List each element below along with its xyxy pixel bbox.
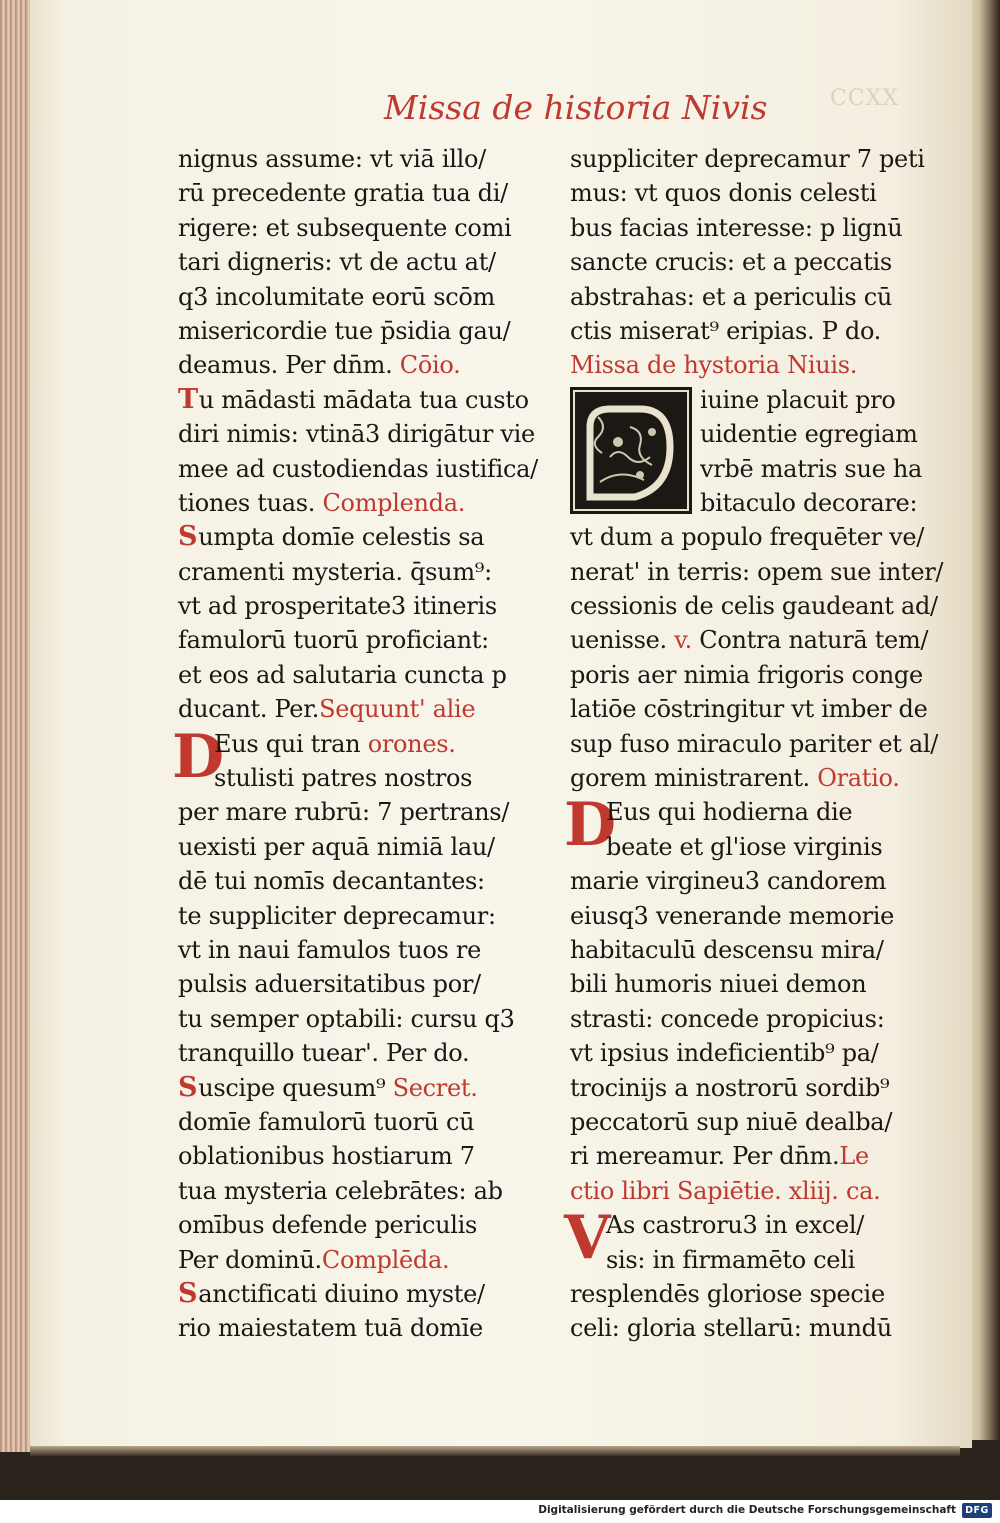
- versicle-mark: v.: [674, 626, 692, 655]
- text-segment: uenisse.: [570, 626, 667, 655]
- text-line: strasti: concede propicius:: [570, 1004, 885, 1033]
- deus-paragraph: [172, 721, 518, 796]
- text-line: nerat' in terris: opem sue inter/: [570, 557, 944, 586]
- red-initial: S: [178, 1071, 198, 1103]
- text-line: sis: in firmamēto celi: [606, 1245, 855, 1274]
- red-initial: T: [178, 383, 198, 415]
- text-segment: anctificati diuino myste/: [198, 1279, 485, 1308]
- text-line: [178, 520, 518, 554]
- rubric-oratio: Oratio.: [817, 764, 900, 793]
- text-line: [178, 727, 518, 761]
- text-line: pulsis aduersitatibus por/: [178, 970, 481, 999]
- text-line: ctis miserat⁹ eripias. P do.: [570, 316, 882, 345]
- text-line: vt dum a populo frequēter ve/: [570, 523, 925, 552]
- text-line: iuine placuit pro: [700, 385, 896, 414]
- text-line: bili humoris niuei demon: [570, 970, 867, 999]
- rubric-orationes: orones.: [367, 729, 456, 758]
- text-line: Eus qui hodierna die: [606, 798, 853, 827]
- text-line: eiusq3 venerande memorie: [570, 901, 895, 930]
- text-line: diri nimis: vtinā3 dirigātur vie: [178, 420, 535, 449]
- red-large-initial: V: [564, 1203, 611, 1274]
- text-segment: Per dominū.: [178, 1245, 322, 1274]
- text-line: mus: vt quos donis celesti: [570, 179, 877, 208]
- text-segment: deamus. Per dn̄m.: [178, 351, 393, 380]
- page-shadow: [30, 1446, 960, 1456]
- text-line: peccatorū sup niuē dealba/: [570, 1107, 893, 1136]
- text-line: misericordie tue p̄sidia gau/: [178, 316, 511, 345]
- text-segment: ri mereamur. Per dn̄m.: [570, 1142, 840, 1171]
- woodcut-initial: [570, 387, 692, 514]
- text-line: uexisti per aquā nimiā lau/: [178, 832, 495, 861]
- text-line: tari digneris: vt de actu at/: [178, 248, 496, 277]
- red-large-initial: D: [172, 721, 225, 792]
- text-line: celi: gloria stellarū: mundū: [570, 1314, 892, 1343]
- text-line: [178, 692, 518, 726]
- text-line: beate et gl'iose virginis: [606, 832, 883, 861]
- woodcut-illustration: [570, 387, 692, 514]
- text-line: [570, 1139, 915, 1173]
- text-line: suppliciter deprecamur 7 peti: [570, 145, 925, 173]
- text-line: abstrahas: et a periculis cū: [570, 282, 893, 311]
- text-line: oblationibus hostiarum 7: [178, 1142, 475, 1171]
- text-line: vt ipsius indeficientib⁹ pa/: [570, 1039, 879, 1068]
- running-title: Missa de historia Nivis: [384, 88, 768, 127]
- text-line: te suppliciter deprecamur:: [178, 901, 496, 930]
- text-line: stulisti patres nostros: [214, 764, 473, 793]
- text-line: mee ad custodiendas iustifica/: [178, 454, 538, 483]
- text-line: resplendēs gloriose specie: [570, 1279, 885, 1308]
- text-line: et eos ad salutaria cuncta p: [178, 660, 507, 689]
- text-line: bitaculo decorare:: [700, 488, 918, 517]
- text-line: trocinijs a nostrorū sordib⁹: [570, 1073, 890, 1102]
- text-line: [178, 383, 529, 417]
- rubric-lectio-start: Le: [839, 1142, 869, 1171]
- text-segment: gorem ministrarent.: [570, 764, 810, 793]
- text-line: tu semper optabili: cursu q3: [178, 1004, 515, 1033]
- text-line: cessionis de celis gaudeant ad/: [570, 592, 938, 621]
- text-line: omībus defende periculis: [178, 1211, 478, 1240]
- text-line: poris aer nimia frigoris conge: [570, 660, 923, 689]
- text-line: marie virgineu3 candorem: [570, 867, 887, 896]
- text-line: [570, 623, 929, 657]
- text-line: [178, 1071, 518, 1105]
- text-segment: ducant. Per.: [178, 695, 320, 724]
- text-line: [570, 761, 915, 795]
- dfg-logo: DFG: [962, 1503, 992, 1518]
- text-line: [178, 486, 518, 520]
- red-large-initial: D: [564, 790, 617, 861]
- text-line: domīe famulorū tuorū cū: [178, 1107, 475, 1136]
- text-line: tua mysteria celebrātes: ab: [178, 1176, 503, 1205]
- text-segment: Contra naturā tem/: [699, 626, 929, 655]
- text-segment: uscipe quesum⁹: [198, 1073, 386, 1102]
- text-line: tranquillo tuear'. Per do.: [178, 1039, 470, 1068]
- text-line: sup fuso miraculo pariter et al/: [570, 729, 939, 758]
- rubric-communio: Cōio.: [399, 351, 461, 380]
- rubric-sequuntur: Sequunt' alie: [319, 695, 476, 724]
- vas-paragraph: [564, 1203, 915, 1277]
- rubric-secreta: Secret.: [392, 1073, 478, 1102]
- text-line: per mare rubrū: 7 pertrans/: [178, 798, 510, 827]
- text-line: [178, 1277, 518, 1311]
- text-line: rio maiestatem tuā domīe: [178, 1314, 483, 1343]
- woodcut-paragraph: [570, 383, 923, 521]
- text-line: vrbē matris sue ha: [700, 454, 923, 483]
- text-line: [178, 1243, 518, 1277]
- text-line: vt in naui famulos tuos re: [178, 935, 481, 964]
- text-line: latiōe cōstringitur vt imber de: [570, 695, 928, 724]
- text-segment: u mādasti mādata tua custo: [198, 385, 529, 414]
- text-line: uidentie egregiam: [700, 420, 918, 449]
- text-line: [178, 348, 518, 382]
- right-column: [564, 142, 944, 1346]
- text-line: rū precedente gratia tua di/: [178, 179, 508, 208]
- text-line: sancte crucis: et a peccatis: [570, 248, 892, 277]
- rubric-heading: Missa de hystoria Niuis.: [570, 351, 858, 380]
- text-segment: umpta domīe celestis sa: [198, 523, 485, 552]
- text-line: rigere: et subsequente comi: [178, 213, 512, 242]
- text-line: famulorū tuorū proficiant:: [178, 626, 489, 655]
- text-line: cramenti mysteria. q̄sum⁹:: [178, 557, 492, 586]
- red-initial: S: [178, 521, 198, 553]
- text-line: dē tui nomīs decantantes:: [178, 867, 485, 896]
- folio-number: CCXX: [830, 86, 899, 111]
- funding-credit: Digitalisierung gefördert durch die Deutsche Forschungsgemeinschaft: [538, 1504, 956, 1516]
- rubric-complenda-2: Complēda.: [321, 1245, 450, 1274]
- rubric-complenda: Complenda.: [322, 488, 466, 517]
- text-line: habitaculū descensu mira/: [570, 935, 884, 964]
- text-line: q3 incolumitate eorū scōm: [178, 282, 495, 311]
- text-line: bus facias interesse: p lignū: [570, 213, 903, 242]
- rubric-lectio: ctio libri Sapiētie. xliij. ca.: [570, 1176, 881, 1205]
- red-initial: S: [178, 1277, 198, 1309]
- text-segment: Eus qui tran: [214, 729, 361, 758]
- text-segment: tiones tuas.: [178, 488, 316, 517]
- left-column: [172, 142, 538, 1346]
- text-line: nignus assume: vt viā illo/: [178, 145, 486, 173]
- deus-hodierna-paragraph: [564, 790, 915, 864]
- text-line: vt ad prosperitate3 itineris: [178, 592, 497, 621]
- text-line: As castroru3 in excel/: [606, 1211, 865, 1240]
